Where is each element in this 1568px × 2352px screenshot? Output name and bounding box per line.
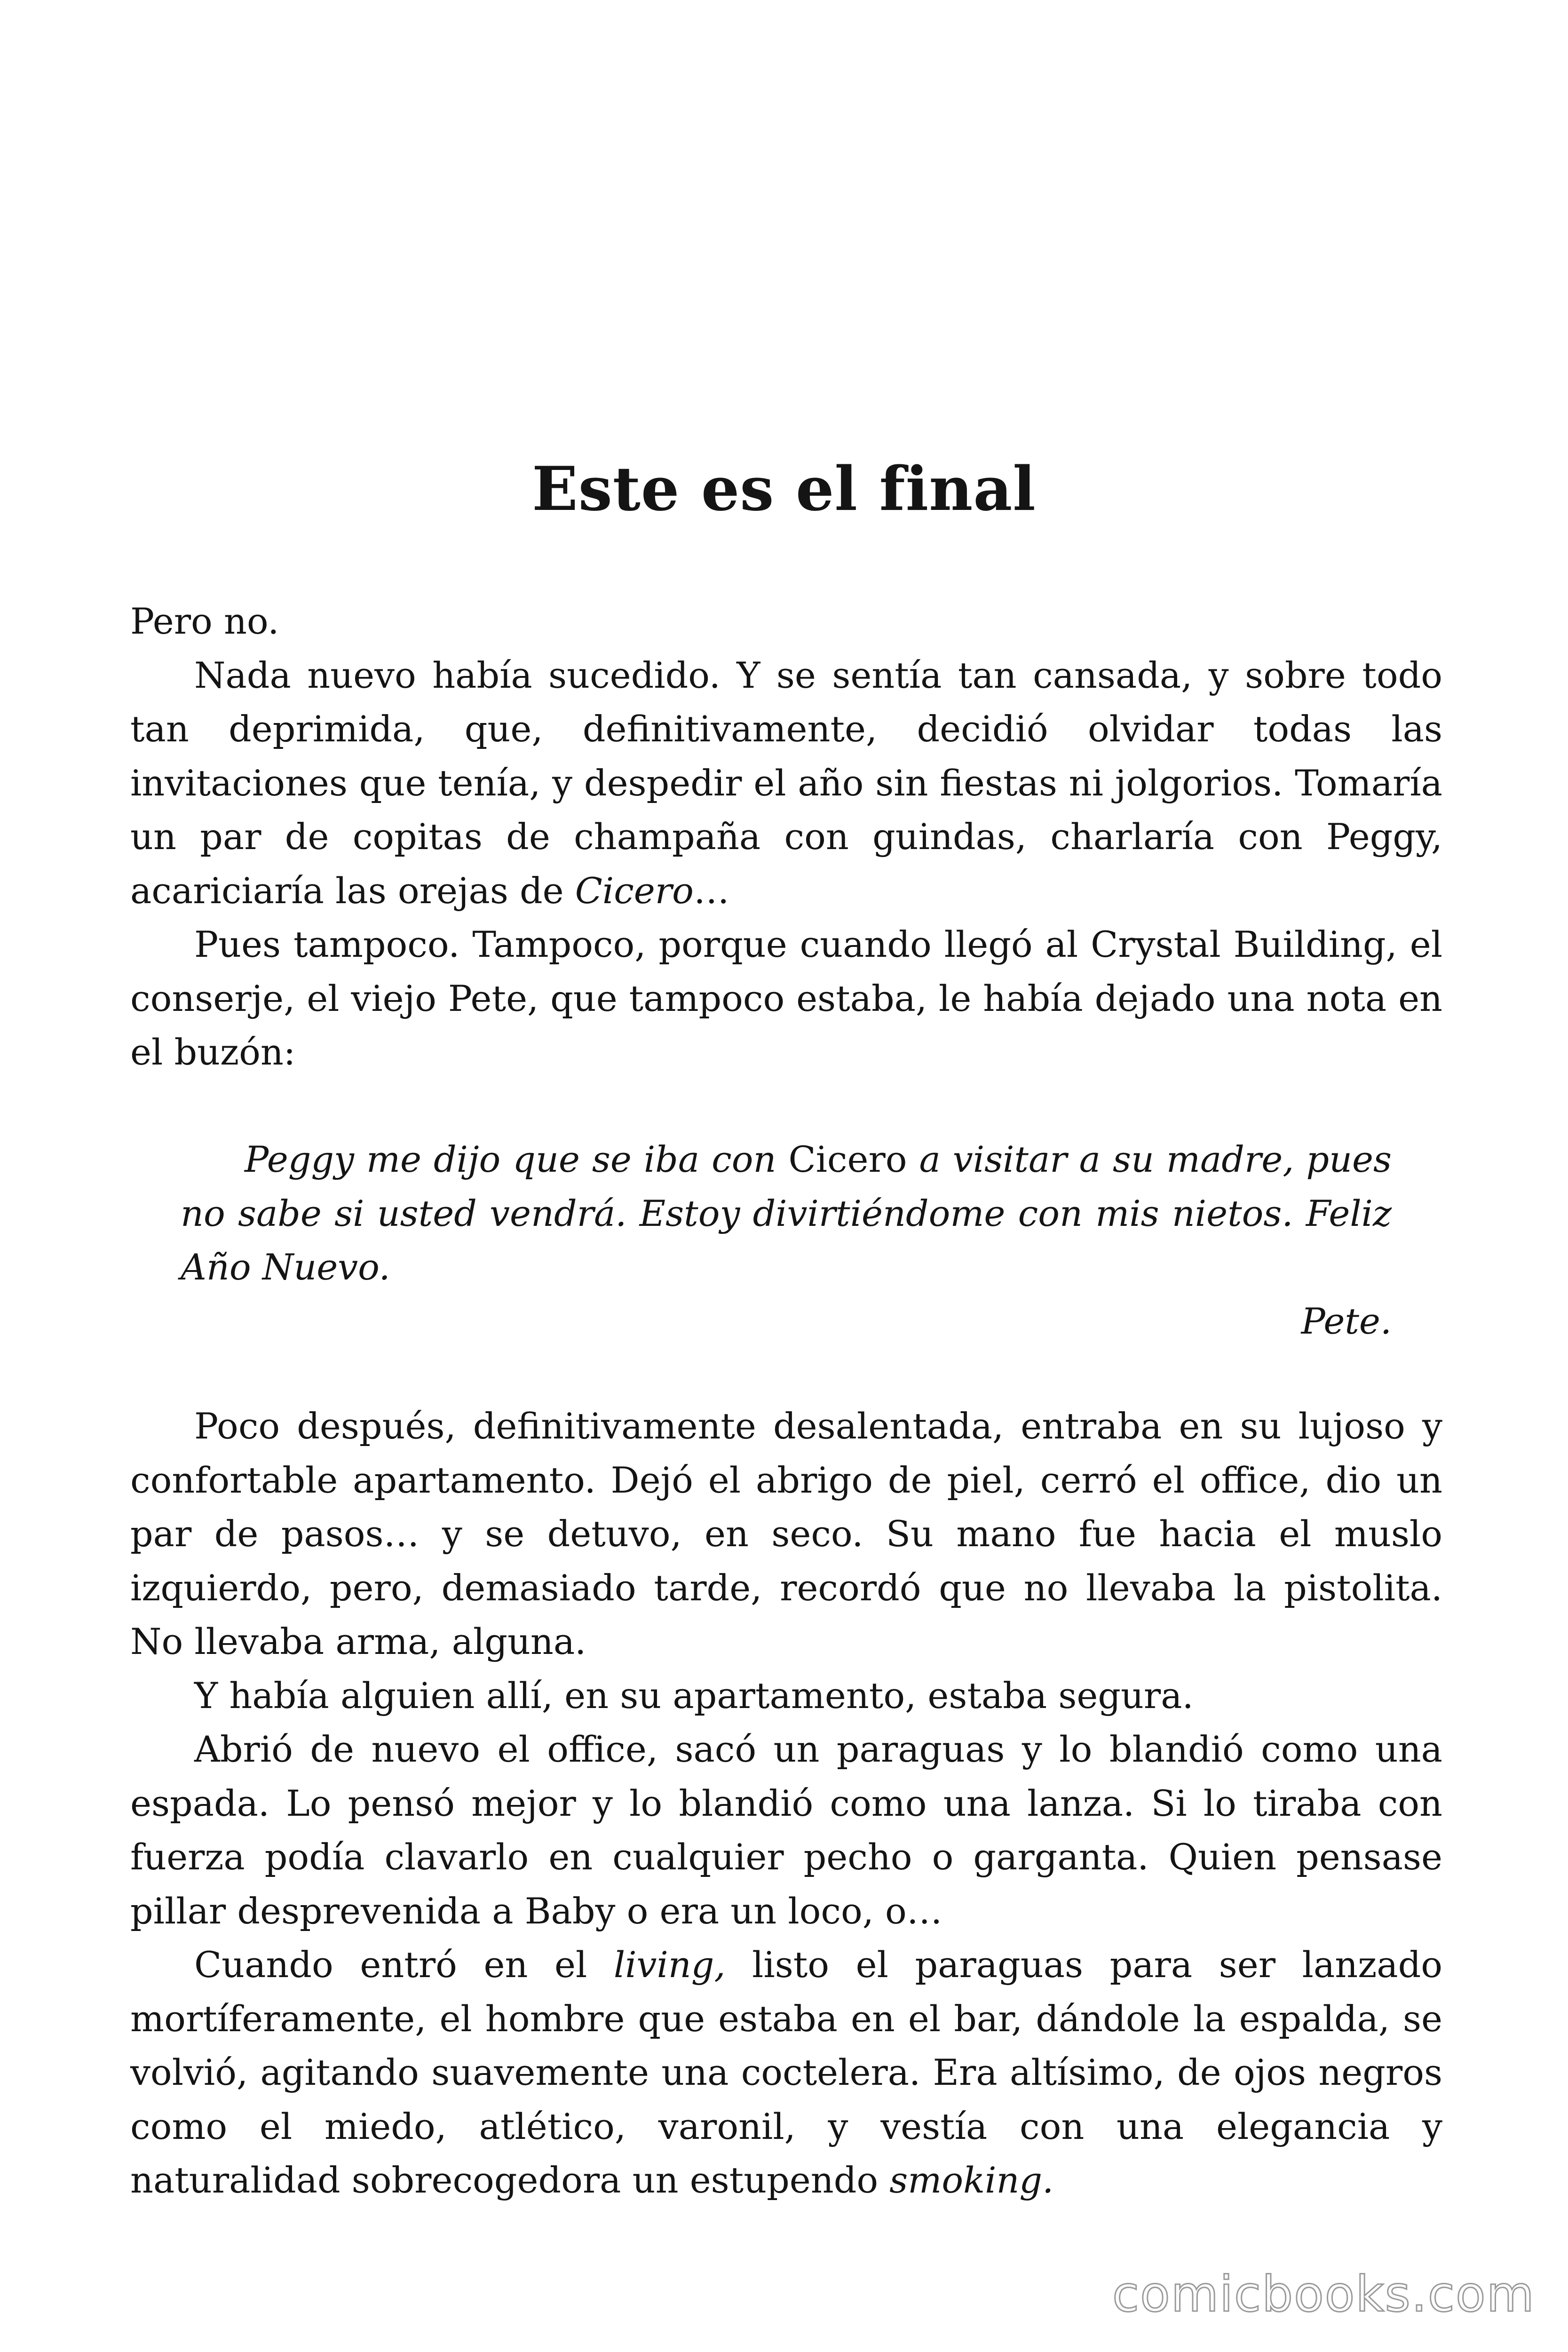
body-text-section-2 <box>130 1399 1442 2208</box>
watermark: comicbooks.com <box>1112 2265 1535 2323</box>
quoted-note <box>181 1133 1392 1348</box>
paragraph-text: Nada nuevo había sucedido. Y se sentía tan cansada, y sobre todo tan deprimida, que, definitivamente, decidió olvidar todas las invitaciones que tenía, y despedir el año sin fiestas ni jolgorios. Tomaría un par de copitas de champaña con guindas, charlaría con Peggy, acariciaría las orejas de <box>130 654 1442 912</box>
paragraph-text: Abrió de nuevo el office, sacó un paraguas y lo blandió como una espada. Lo pensó mejor y lo blandió como una lanza. Si lo tiraba con fuerza podía clavarlo en cualquier pecho o garganta. Quien pensase pillar desprevenida a Baby o era un loco, o… <box>130 1728 1442 1932</box>
note-name-upright: Cicero <box>788 1138 907 1180</box>
italic-word: living, <box>613 1944 726 1986</box>
paragraph <box>130 1938 1442 2208</box>
paragraph-text: Cuando entró en el <box>194 1944 614 1986</box>
italic-name: Cicero <box>575 869 694 912</box>
paragraph <box>130 1723 1442 1938</box>
paragraph-text: Poco después, definitivamente desalentada, entraba en su lujoso y confortable apartamento. Dejó el abrigo de piel, cerró el office, dio un par de pasos… y se detuvo, en seco. Su mano fue hacia el muslo izquierdo, pero, demasiado tarde, recordó que no llevaba la pistolita. No llevaba arma, alguna. <box>130 1405 1442 1662</box>
note-text-part: Peggy me dijo que se iba con <box>245 1138 789 1180</box>
paragraph <box>130 918 1442 1080</box>
note-text-part: a visitar a su madre, pues no sabe si usted vendrá. Estoy divirtiéndome con mis nietos. Feliz Año Nuevo. <box>181 1138 1392 1288</box>
paragraph <box>130 649 1442 918</box>
paragraph-text: … <box>693 869 729 912</box>
paragraph <box>130 595 1442 649</box>
paragraph-text: listo el paraguas para ser lanzado mortíferamente, el hombre que estaba en el bar, dándole la espalda, se volvió, agitando suavemente una coctelera. Era altísimo, de ojos negros como el miedo, atlético, varonil, y vestía con una elegancia y naturalidad sobrecogedora un estupendo <box>130 1944 1443 2201</box>
paragraph <box>130 1399 1442 1669</box>
paragraph-text: Pues tampoco. Tampoco, porque cuando llegó al Crystal Building, el conserje, el viejo Pete, que tampoco estaba, le había dejado una nota en el buzón: <box>130 923 1442 1073</box>
note-text <box>181 1133 1392 1295</box>
paragraph-text: Y había alguien allí, en su apartamento, estaba segura. <box>194 1674 1194 1716</box>
note-signature: Pete. <box>1301 1300 1392 1342</box>
chapter-title: Este es el final <box>532 454 1036 524</box>
italic-word: smoking. <box>889 2159 1054 2201</box>
body-text-section-1 <box>130 595 1442 1080</box>
paragraph-text: Pero no. <box>130 600 279 642</box>
paragraph <box>130 1669 1442 1723</box>
